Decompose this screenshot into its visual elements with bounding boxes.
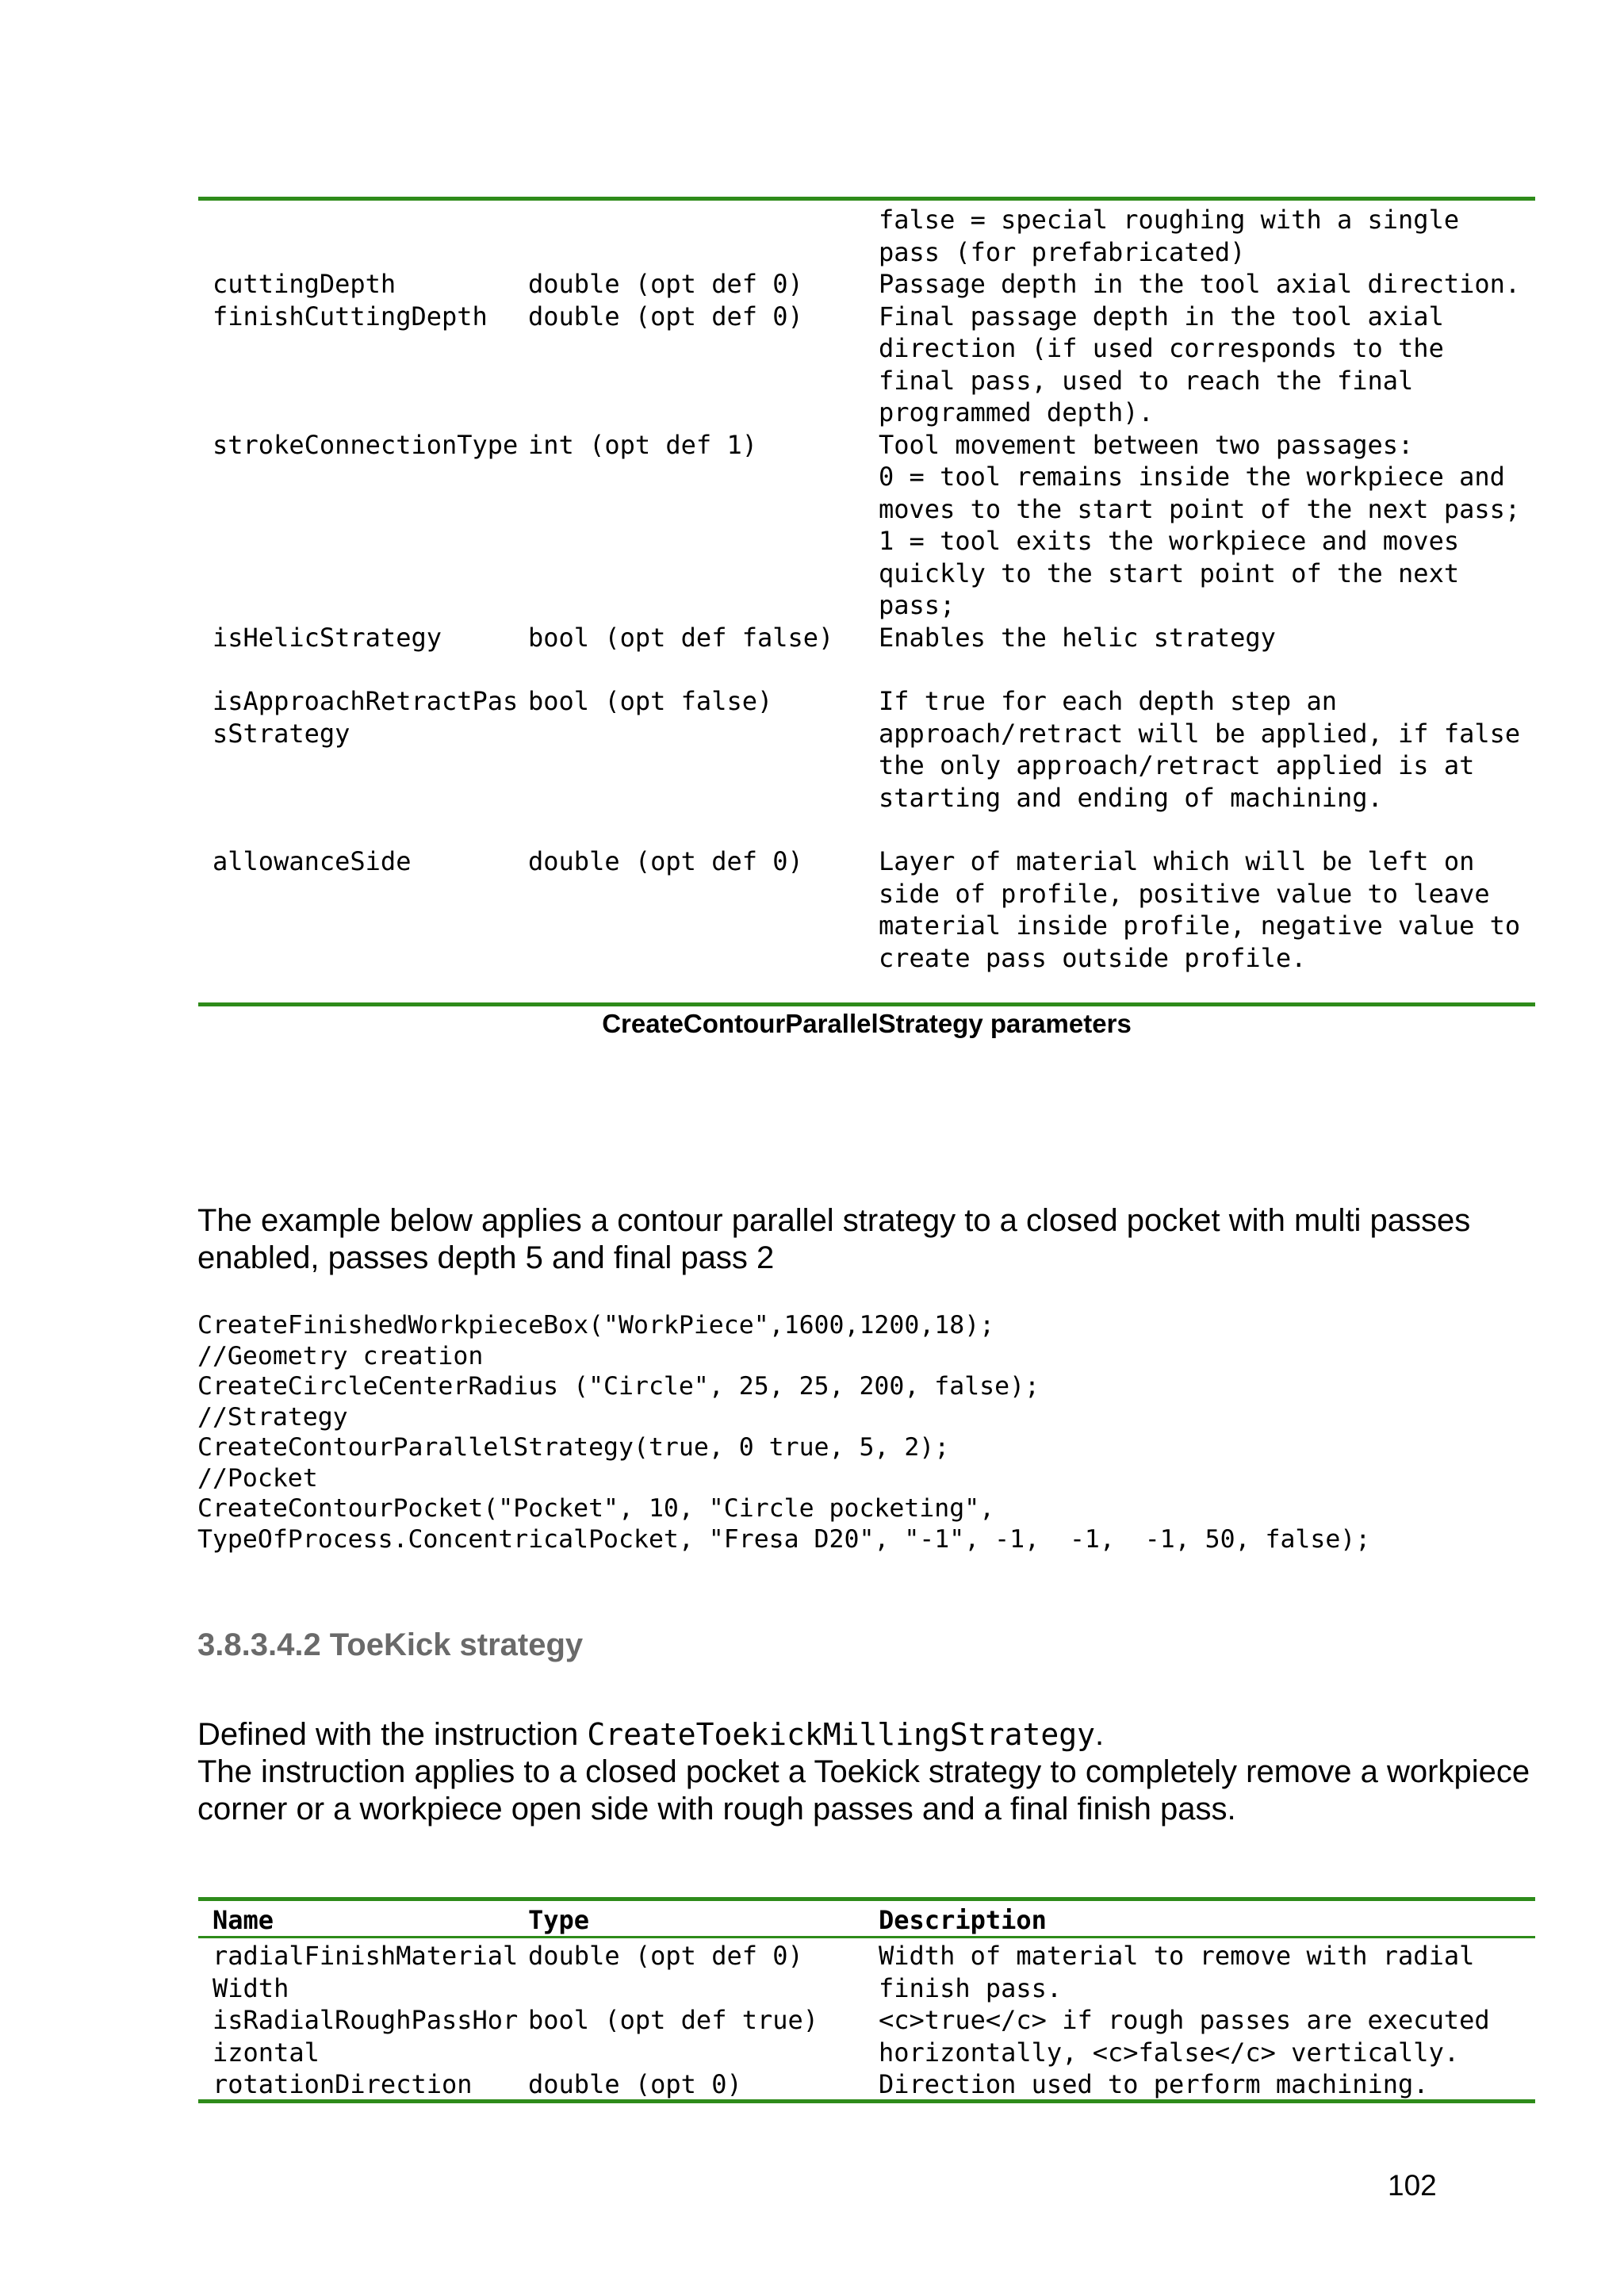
param-type: double (opt def 0) [528, 269, 803, 299]
param-name: rotationDirection [213, 2069, 473, 2099]
table-row [198, 842, 1535, 1002]
table-row [198, 265, 1535, 297]
table-caption: CreateContourParallelStrategy parameters [602, 1009, 1132, 1038]
code-line: CreateCircleCenterRadius ("Circle", 25, 25, 200, false); [197, 1372, 1040, 1401]
table-body [198, 1938, 1535, 2099]
table-body [198, 201, 1535, 1002]
table-row [198, 2067, 1535, 2099]
code-line: //Pocket [197, 1463, 318, 1493]
param-description: Width of material to remove with radial finish pass. [879, 1941, 1475, 2003]
instruction-suffix: . [1094, 1717, 1105, 1752]
code-line: CreateContourParallelStrategy(true, 0 true, 5, 2); [197, 1433, 950, 1462]
table-row [198, 1938, 1535, 2003]
page-number: 102 [1388, 2169, 1437, 2202]
code-line: CreateContourPocket("Pocket", 10, "Circle pocketing", [197, 1494, 995, 1523]
param-description: Passage depth in the tool axial direction. [879, 269, 1521, 299]
param-type: bool (opt false) [528, 686, 773, 716]
table-row [198, 201, 1535, 265]
code-line: //Strategy [197, 1402, 348, 1432]
param-description: If true for each depth step an approach/retract will be applied, if false the only approach/retract applied is at starting and ending of machining. [879, 686, 1521, 813]
param-description: Layer of material which will be left on side of profile, positive value to leave material inside profile, negative value to create pass outside profile. [879, 846, 1521, 973]
param-description: Tool movement between two passages: 0 = tool remains inside the workpiece and moves to the start point of the next pass; 1 = tool exits the workpiece and moves quickly to the start point of the next pass; [879, 429, 1521, 620]
section-heading: 3.8.3.4.2 ToeKick strategy [197, 1627, 584, 1662]
param-type: bool (opt def true) [528, 2005, 819, 2035]
param-name: strokeConnectionType [213, 429, 519, 460]
param-type: int (opt def 1) [528, 429, 757, 460]
param-type: double (opt def 0) [528, 846, 803, 876]
param-type: double (opt def 0) [528, 1941, 803, 1971]
table-bottom-rule [198, 1002, 1535, 1006]
table-row [198, 619, 1535, 683]
toekick-explanation: The instruction applies to a closed pocket a Toekick strategy to completely remove a workpiece corner or a workpiece open side with rough passes and a final finish pass. [197, 1754, 1530, 1826]
param-description: Direction used to perform machining. [879, 2069, 1429, 2099]
param-type: double (opt def 0) [528, 301, 803, 332]
param-name: isRadialRoughPassHor izontal [213, 2005, 519, 2068]
header-type: Type [528, 1905, 590, 1935]
param-description: Enables the helic strategy [879, 622, 1276, 653]
header-name: Name [213, 1905, 274, 1935]
param-description: false = special roughing with a single pass (for prefabricated) [879, 205, 1460, 267]
param-name: allowanceSide [213, 846, 412, 876]
instruction-code: CreateToekickMillingStrategy [587, 1717, 1095, 1752]
table-row [198, 297, 1535, 426]
param-name: finishCuttingDepth [213, 301, 488, 332]
param-type: double (opt 0) [528, 2069, 742, 2099]
toekick-description [197, 1716, 1577, 1828]
param-name: isHelicStrategy [213, 622, 442, 653]
param-name: cuttingDepth [213, 269, 396, 299]
code-line: //Geometry creation [197, 1341, 484, 1370]
example-paragraph: The example below applies a contour parallel strategy to a closed pocket with multi passes enabled, passes depth 5 and final pass 2 [197, 1203, 1471, 1275]
header-description: Description [879, 1905, 1047, 1935]
param-description: Final passage depth in the tool axial direction (if used corresponds to the final pass, used to reach the final programmed depth). [879, 301, 1444, 427]
param-description: <c>true</c> if rough passes are executed horizontally, <c>false</c> vertically. [879, 2005, 1490, 2068]
param-type: bool (opt def false) [528, 622, 834, 653]
instruction-prefix: Defined with the instruction [197, 1717, 588, 1752]
param-name: isApproachRetractPas sStrategy [213, 686, 519, 749]
param-name: radialFinishMaterial Width [213, 1941, 519, 2003]
code-example [197, 1310, 1370, 1554]
parameters-table-contour-parallel [198, 197, 1535, 1006]
table-row [198, 426, 1535, 619]
table-row [198, 682, 1535, 842]
code-line: CreateFinishedWorkpieceBox("WorkPiece",1600,1200,18); [197, 1311, 995, 1340]
parameters-table-toekick [198, 1897, 1535, 2103]
table-header-row [198, 1901, 1535, 1936]
code-line: TypeOfProcess.ConcentricalPocket, "Fresa D20", "-1", -1, -1, -1, 50, false); [197, 1524, 1371, 1554]
table-row [198, 2003, 1535, 2067]
